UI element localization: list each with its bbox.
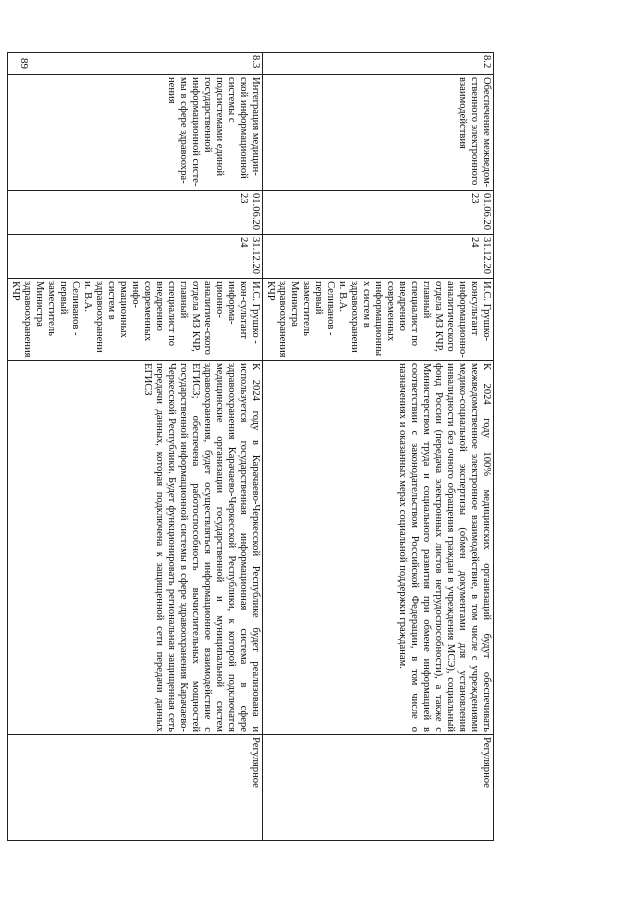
start-date: 01.06.2023 [263,191,494,235]
measure-name: Интеграция медицин-ской информационной системы с подсистемами единой государственной информационной систе-мы в сфере здравоохра-нения [8,75,263,191]
table-row [263,53,494,841]
page-number: 89 [18,58,30,69]
action-plan-table [7,52,494,841]
responsible-persons: И.С. Грушко-консультант информационно-аналитического отдела МЗ КЧР, главный специалист по внедрению современных информационных систем в здравоохранении. В.А. Селиванов - первый заместитель Министра здравоохранения КЧР [263,279,494,361]
end-date: 31.12.2024 [263,235,494,279]
row-number: 8.3 [8,53,263,75]
start-date: 01.06.2023 [8,191,263,235]
measure-name: Обеспечение межведом-ственного электронного взаимодействия [263,75,494,191]
table-row [8,53,263,841]
control-type: Регулярное [263,735,494,841]
expected-result: К 2024 году в Карачаево-Черкесской Республике будет реализована и используется государственная информационная система в сфере здравоохранения Карачаево-Черкесской Республики, к которой подключатся медицинские организации государственной и муниципальной систем здравоохранения, будет осуществляться информационное взаимодействие с ЕГИСЗ; обеспечена работоспособность вычислительных мощностей государственной информационной системы в сфере здравоохранения Карачаево-Черкесской Республики. Будет функционировать региональная защищенная сеть передачи данных, которая подключена к защищенной сети передачи данных ЕГИСЗ [8,361,263,735]
control-type: Регулярное [8,735,263,841]
row-number: 8.2 [263,53,494,75]
end-date: 31.12.2024 [8,235,263,279]
expected-result: К 2024 году 100% медицинских организаций будут обеспечивать межведомственное электронное взаимодействие, в том числе с учреждениями медико-социальной экспертизы (обмен документами для установления инвалидности без очного обращения граждан в учреждения МСЭ), социальный фонд России (передача электронных листов нетрудоспособности), а также с Министерством труда и социального развития при обмене информацией в соответствии с законодательством Российской Федерации, в том числе о назначениях и оказанных мерах социальной поддержки гражданам. [263,361,494,735]
responsible-persons: И.С. Грушко - кон-сультант информа-ционно-аналитиче-ского отдела МЗ КЧР, главный специалист по внедрению современных инфо-рмационных систем в здравоохранении. В.А. Селиванов - первый заместитель Министра здравоохранения КЧР [8,279,263,361]
